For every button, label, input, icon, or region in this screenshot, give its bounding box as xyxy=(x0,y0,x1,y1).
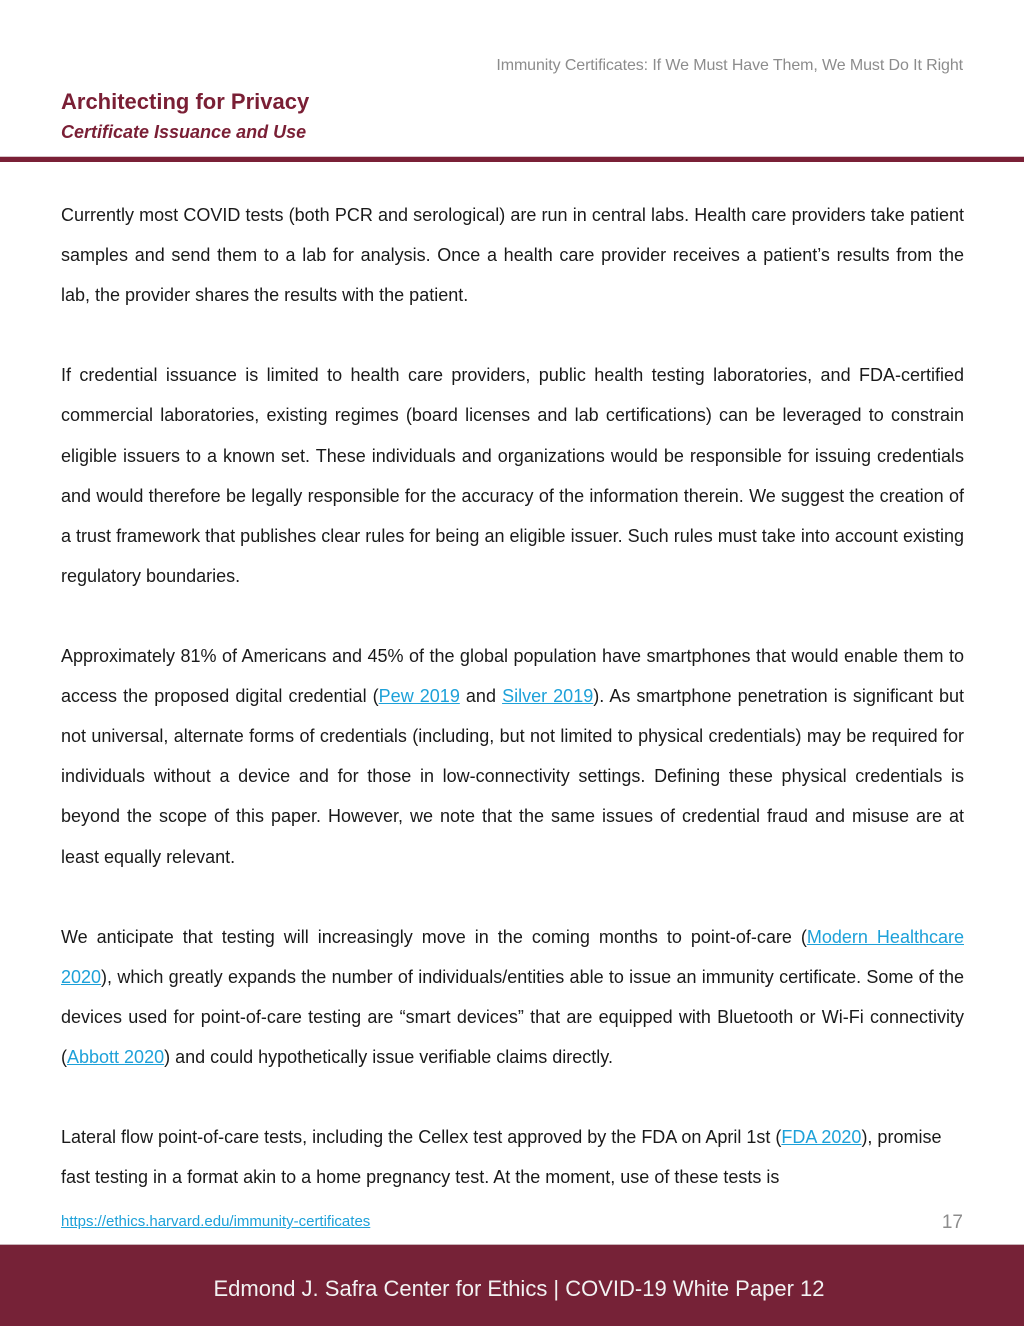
text-segment: Approximately 81% of Americans and 45% of the global population have smartphones that would enable them to access the proposed digital credential ( xyxy=(61,646,964,707)
paragraph-lateral-flow xyxy=(61,1117,964,1197)
text-segment: Lateral flow point-of-care tests, including the Cellex test approved by the FDA on April 1st ( xyxy=(61,1127,782,1148)
section-subtitle: Certificate Issuance and Use xyxy=(61,122,307,142)
citation-link-abbott-2020[interactable]: Abbott 2020 xyxy=(67,1046,165,1067)
text-segment: ) and could hypothetically issue verifiable claims directly. xyxy=(164,1046,613,1067)
paragraph-smartphone-access xyxy=(61,636,964,877)
body-text xyxy=(61,195,964,1197)
section-title: Architecting for Privacy xyxy=(61,89,310,114)
header-divider xyxy=(0,156,1024,162)
text-segment: We anticipate that testing will increasingly move in the coming months to point-of-care ( xyxy=(61,926,807,947)
citation-link-fda-2020[interactable]: FDA 2020 xyxy=(781,1127,862,1148)
citation-link-silver-2019[interactable]: Silver 2019 xyxy=(502,686,594,707)
page-number: 17 xyxy=(941,1212,963,1233)
text-segment: and xyxy=(459,686,503,707)
paragraph-point-of-care xyxy=(61,917,964,1077)
running-title: Immunity Certificates: If We Must Have Them, We Must Do It Right xyxy=(496,57,963,74)
text-segment: ), promise fast testing in a format akin to a home pregnancy test. At the moment, use of these tests is xyxy=(61,1127,942,1188)
footer-url-link[interactable]: https://ethics.harvard.edu/immunity-certificates xyxy=(61,1213,371,1230)
paragraph-lab-testing: Currently most COVID tests (both PCR and serological) are run in central labs. Health care providers take patient samples and send them to a lab for analysis. Once a health care provider receives a patient’s results from the lab, the provider shares the results with the patient. xyxy=(61,205,964,306)
text-segment: ), which greatly expands the number of individuals/entities able to issue an immunity certificate. Some of the devices used for point-of-care testing are “smart devices” that are equipped with Bluetooth or Wi-Fi connectivity ( xyxy=(61,966,964,1067)
footer-band-text: Edmond J. Safra Center for Ethics | COVID-19 White Paper 12 xyxy=(213,1276,825,1301)
citation-link-modern-healthcare-2020[interactable]: Modern Healthcare 2020 xyxy=(61,926,964,987)
text-segment: ). As smartphone penetration is significant but not universal, alternate forms of credentials (including, but not limited to physical credentials) may be required for individuals without a device and for those in low-connectivity settings. Defining these physical credentials is beyond the scope of this paper. However, we note that the same issues of credential fraud and misuse are at least equally relevant. xyxy=(61,686,964,867)
citation-link-pew-2019[interactable]: Pew 2019 xyxy=(378,686,460,707)
paragraph-credential-issuance: If credential issuance is limited to health care providers, public health testing laboratories, and FDA-certified commercial laboratories, existing regimes (board licenses and lab certifications) can be leveraged to constrain eligible issuers to a known set. These individuals and organizations would be responsible for issuing credentials and would therefore be legally responsible for the accuracy of the information therein. We suggest the creation of a trust framework that publishes clear rules for being an eligible issuer. Such rules must take into account existing regulatory boundaries. xyxy=(61,365,964,586)
